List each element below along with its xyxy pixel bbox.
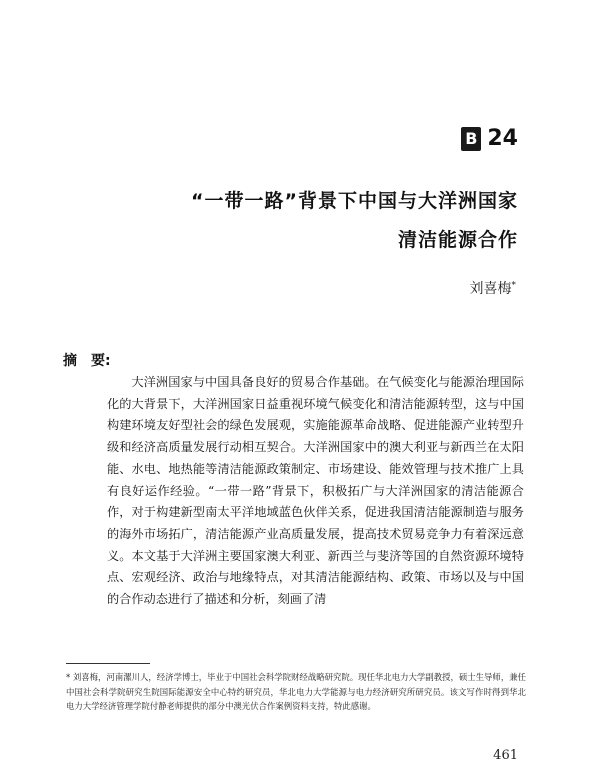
article-title-line-2: 清洁能源合作 [397, 229, 518, 251]
abstract-label: 摘 要: [63, 353, 111, 369]
footnote-divider [66, 663, 150, 664]
author [470, 278, 517, 298]
abstract-body: 大洋洲国家与中国具备良好的贸易合作基础。在气候变化与能源治理国际化的大背景下，大洋洲国家日益重视环境气候变化和清洁能源转型，这与中国构建环境友好型社会的绿色发展观，实施能源革命战略、促进能源产业转型升级和经济高质量发展行动相互契合。大洋洲国家中的澳大利亚与新西兰在太阳能、水电、地热能等清洁能源政策制定、市场建设、能效管理与技术推广上具有良好运作经验。“一带一路”背景下，积极拓广与大洋洲国家的清洁能源合作，对于构建新型南太平洋地域蓝色伙伴关系，促进我国清洁能源制造与服务的海外市场拓广，清洁能源产业高质量发展，提高技术贸易竞争力有着深远意义。本文基于大洋洲主要国家澳大利亚、新西兰与斐济等国的自然资源环境特点、宏观经济、政治与地缘特点，对其清洁能源结构、政策、市场以及与中国的合作动态进行了描述和分析，刻画了清 [107, 375, 524, 607]
chapter-heading [461, 126, 518, 151]
author-footnote-mark: * [511, 280, 516, 291]
author-footnote: * 刘喜梅，河南漯川人，经济学博士，毕业于中国社会科学院财经战略研究院。现任华北电力大学副教授，硕士生导师，兼任中国社会科学院研究生院国际能源安全中心特约研究员，华北电力大学能源与电力经济研究所研究员。该文写作时得到华北电力大学经济管理学院付静老师提供的部分中澳光伏合作案例资料支持，特此感谢。 [66, 672, 526, 711]
page-number: 461 [493, 748, 518, 763]
author-name: 刘喜梅 [469, 281, 512, 297]
article-title-line-1: “一带一路”背景下中国与大洋洲国家 [191, 190, 518, 212]
chapter-number: 24 [487, 126, 518, 151]
chapter-badge-icon: B [461, 127, 481, 151]
